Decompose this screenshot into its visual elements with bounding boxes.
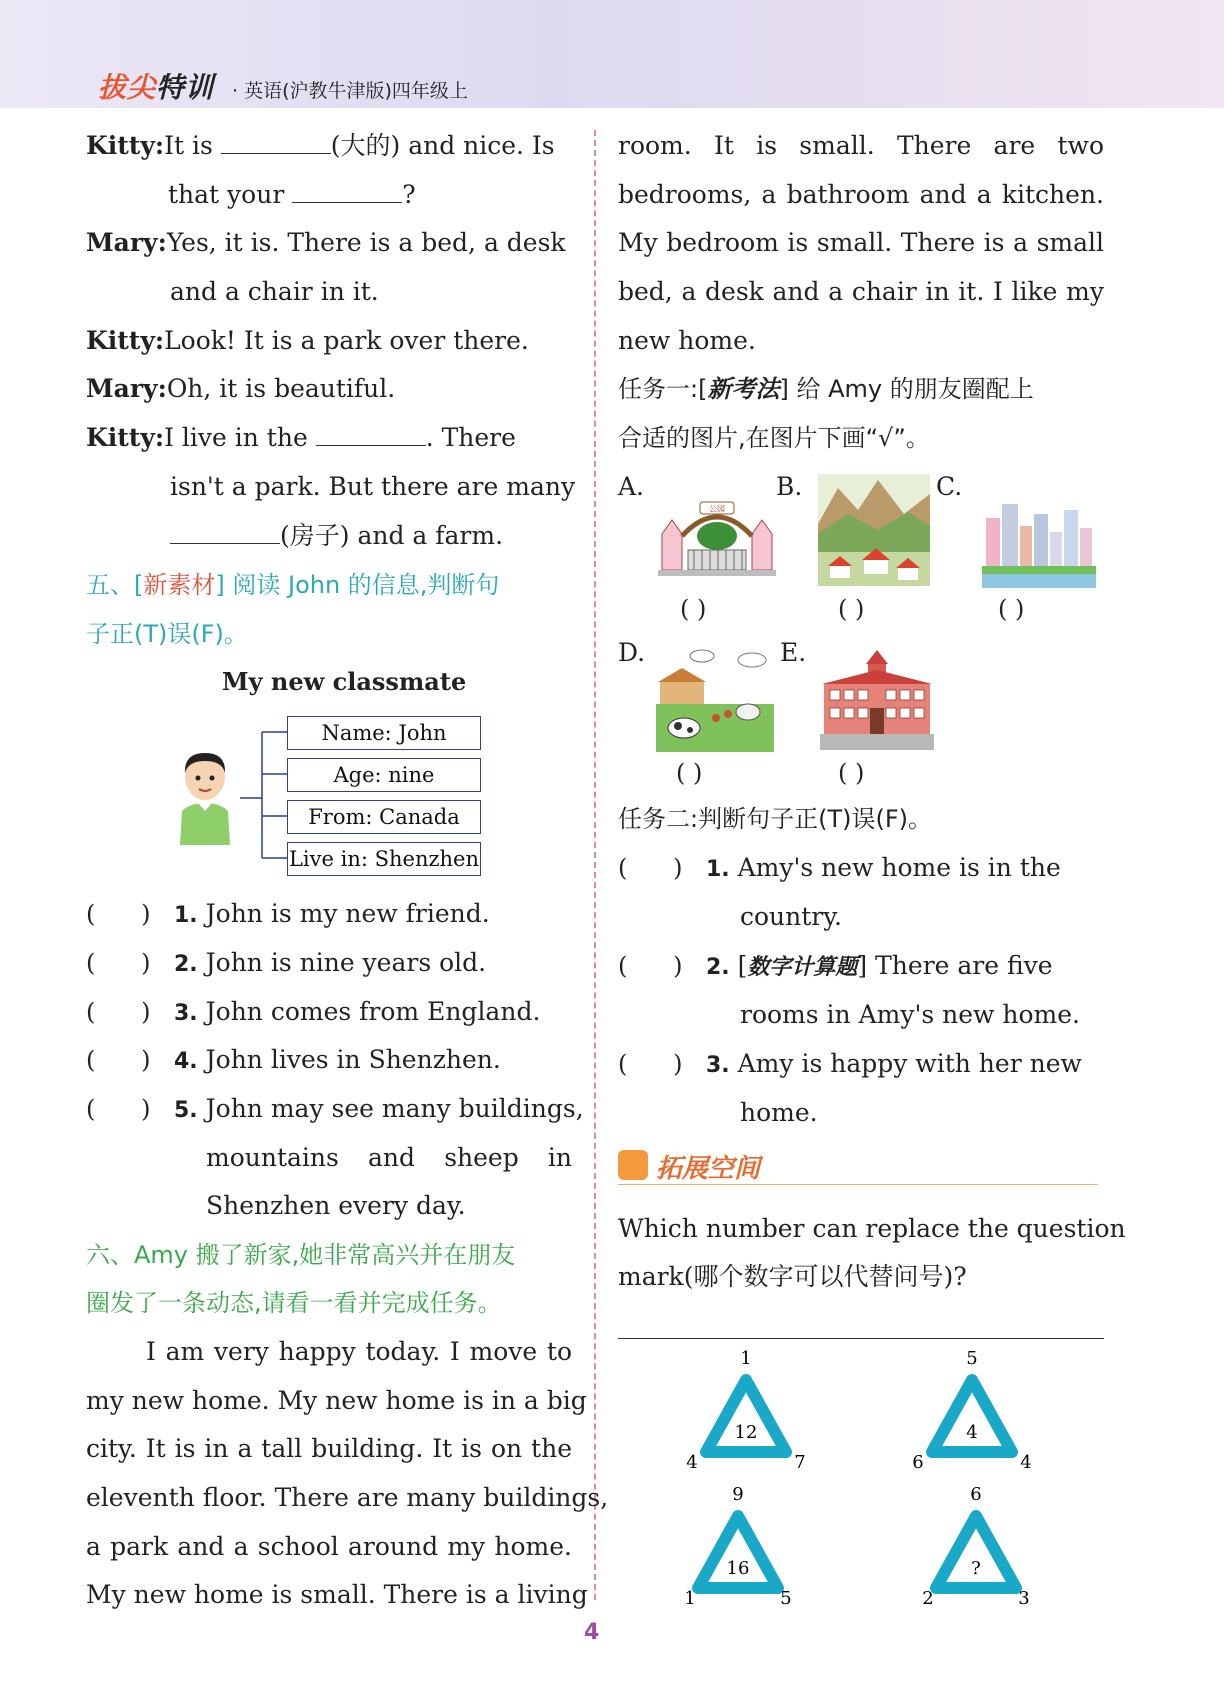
info-age: Age: nine (287, 758, 481, 792)
triangle-right-number: 7 (794, 1452, 806, 1473)
picture-letter-c: C. (936, 472, 963, 501)
triangle-left-number: 6 (912, 1452, 924, 1473)
question-3: 3. John comes from England. (174, 997, 541, 1026)
task2-question-3: 3. Amy is happy with her new (706, 1049, 1082, 1078)
info-from: From: Canada (287, 800, 481, 834)
passage-line: eleventh floor. There are many buildings, (86, 1483, 609, 1512)
info-connector (232, 728, 292, 868)
picture-letter-b: B. (776, 472, 803, 501)
speaker-kitty: Kitty: (86, 131, 165, 160)
extension-icon (618, 1150, 648, 1180)
answer-bracket[interactable]: ( ) (86, 998, 151, 1026)
passage-line: bedrooms, a bathroom and a kitchen. (618, 180, 1104, 209)
triangle-top-number: 9 (732, 1484, 744, 1505)
passage-line: My bedroom is small. There is a small (618, 228, 1104, 257)
passage-line: I am very happy today. I move to (146, 1337, 572, 1366)
brand-logo (98, 66, 214, 106)
section6-heading: 六、Amy 搬了新家,她非常高兴并在朋友 (86, 1241, 516, 1269)
question-2: 2. John is nine years old. (174, 948, 487, 977)
answer-bracket[interactable]: ( ) (86, 949, 151, 977)
task2-tag: 数字计算题 (747, 955, 858, 980)
puzzle-question: Which number can replace the question (618, 1214, 1126, 1243)
triangle-4 (922, 1484, 1029, 1609)
question-1: 1. John is my new friend. (174, 899, 490, 928)
answer-bracket[interactable]: ( ) (86, 1046, 151, 1074)
dialogue-line: Kitty:Look! It is a park over there. (86, 326, 529, 355)
section5-tag: 新素材 (143, 571, 216, 599)
brand-part1: 拔尖 (98, 71, 157, 104)
extension-title: 拓展空间 (656, 1154, 761, 1184)
triangle-center-number: ? (971, 1558, 981, 1579)
section5-heading-line2: 子正(T)误(F)。 (86, 620, 248, 648)
answer-bracket[interactable]: ( ) (618, 854, 683, 882)
puzzle-question-line2: mark(哪个数字可以代替问号)? (618, 1262, 967, 1291)
task2-heading: 任务二:判断句子正(T)误(F)。 (618, 805, 933, 833)
dialogue-line: isn't a park. But there are many (170, 472, 576, 501)
answer-bracket-c[interactable]: ( ) (998, 595, 1025, 623)
dialogue-line: Mary:Yes, it is. There is a bed, a desk (86, 228, 566, 257)
answer-bracket-e[interactable]: ( ) (838, 759, 865, 787)
speaker-kitty: Kitty: (86, 423, 165, 452)
task1-heading: 任务一:[新考法] 给 Amy 的朋友圈配上 (618, 375, 1034, 403)
answer-bracket-d[interactable]: ( ) (676, 759, 703, 787)
dialogue-line: Kitty:I live in the . There (86, 423, 516, 452)
dialogue-line: that your ? (168, 180, 416, 209)
park-gate-picture[interactable] (658, 496, 776, 576)
blank-line (316, 423, 426, 446)
card-title: My new classmate (222, 667, 467, 696)
task2-question-1-line2: country. (740, 902, 843, 931)
answer-bracket[interactable]: ( ) (86, 1095, 151, 1123)
boy-icon (170, 745, 240, 845)
question-4: 4. John lives in Shenzhen. (174, 1045, 501, 1074)
task2-question-1: 1. Amy's new home is in the (706, 853, 1061, 882)
school-building-picture[interactable] (820, 646, 934, 750)
triangle-center-number: 12 (734, 1422, 758, 1443)
picture-letter-e: E. (780, 638, 807, 667)
farm-picture[interactable] (656, 646, 774, 752)
info-name: Name: John (287, 716, 481, 750)
passage-line: a park and a school around my home. (86, 1532, 572, 1561)
village-picture[interactable] (818, 474, 930, 586)
passage-line: my new home. My new home is in a big (86, 1386, 587, 1415)
dialogue-line: Mary:Oh, it is beautiful. (86, 374, 396, 403)
picture-letter-a: A. (618, 472, 645, 501)
dialogue-line: Kitty:It is (大的) and nice. Is (86, 131, 555, 160)
triangle-left-number: 1 (684, 1588, 696, 1609)
extension-underline (618, 1184, 1098, 1185)
answer-bracket-b[interactable]: ( ) (838, 595, 865, 623)
task2-question-2: 2. [数字计算题] There are five (706, 951, 1053, 980)
question-5-line3: Shenzhen every day. (206, 1191, 466, 1220)
speaker-kitty: Kitty: (86, 326, 165, 355)
city-picture[interactable] (982, 498, 1096, 588)
picture-letter-d: D. (618, 638, 646, 667)
dialogue-line: and a chair in it. (170, 277, 379, 306)
passage-line: bed, a desk and a chair in it. I like my (618, 277, 1104, 306)
task1-tag: 新考法 (707, 375, 780, 403)
question-5-line2: mountains and sheep in (206, 1143, 572, 1172)
answer-bracket[interactable]: ( ) (86, 900, 151, 928)
question-5: 5. John may see many buildings, (174, 1094, 584, 1123)
passage-line: My new home is small. There is a living (86, 1580, 588, 1609)
passage-line: city. It is in a tall building. It is on the (86, 1434, 572, 1463)
triangle-right-number: 5 (780, 1588, 792, 1609)
task2-question-3-line2: home. (740, 1098, 818, 1127)
subject-title: · 英语(沪教牛津版)四年级上 (232, 80, 468, 102)
triangle-center-number: 4 (966, 1422, 978, 1443)
triangle-1 (686, 1350, 805, 1473)
page-number: 4 (584, 1620, 600, 1645)
blank-line (170, 521, 280, 544)
speaker-mary: Mary: (86, 374, 167, 403)
answer-bracket[interactable]: ( ) (618, 952, 683, 980)
dialogue-line: (房子) and a farm. (170, 521, 503, 551)
passage-line: room. It is small. There are two (618, 131, 1104, 160)
section5-heading: 五、[新素材] 阅读 John 的信息,判断句 (86, 571, 500, 599)
triangle-puzzle (618, 1350, 1104, 1610)
triangle-right-number: 4 (1020, 1452, 1032, 1473)
triangle-right-number: 3 (1018, 1588, 1030, 1609)
info-live: Live in: Shenzhen (287, 842, 481, 876)
triangle-2 (912, 1350, 1031, 1473)
answer-bracket-a[interactable]: ( ) (680, 595, 707, 623)
section6-heading-line2: 圈发了一条动态,请看一看并完成任务。 (86, 1289, 502, 1317)
puzzle-divider (618, 1338, 1104, 1339)
page-header (0, 0, 1224, 108)
speaker-mary: Mary: (86, 228, 167, 257)
triangle-top-number: 1 (740, 1350, 752, 1369)
blank-line (221, 131, 331, 154)
triangle-left-number: 2 (922, 1588, 934, 1609)
park-sign-text: 公园 (709, 504, 725, 514)
column-divider (594, 130, 596, 1600)
task1-heading-line2: 合适的图片,在图片下画“√”。 (618, 424, 930, 452)
blank-line (292, 180, 402, 203)
task2-question-2-line2: rooms in Amy's new home. (740, 1000, 1080, 1029)
answer-bracket[interactable]: ( ) (618, 1050, 683, 1078)
triangle-left-number: 4 (686, 1452, 698, 1473)
brand-part2: 特训 (156, 71, 215, 104)
passage-line: new home. (618, 326, 756, 355)
triangle-3 (684, 1484, 791, 1609)
triangle-top-number: 5 (966, 1350, 978, 1369)
triangle-center-number: 16 (726, 1558, 750, 1579)
triangle-top-number: 6 (970, 1484, 982, 1505)
